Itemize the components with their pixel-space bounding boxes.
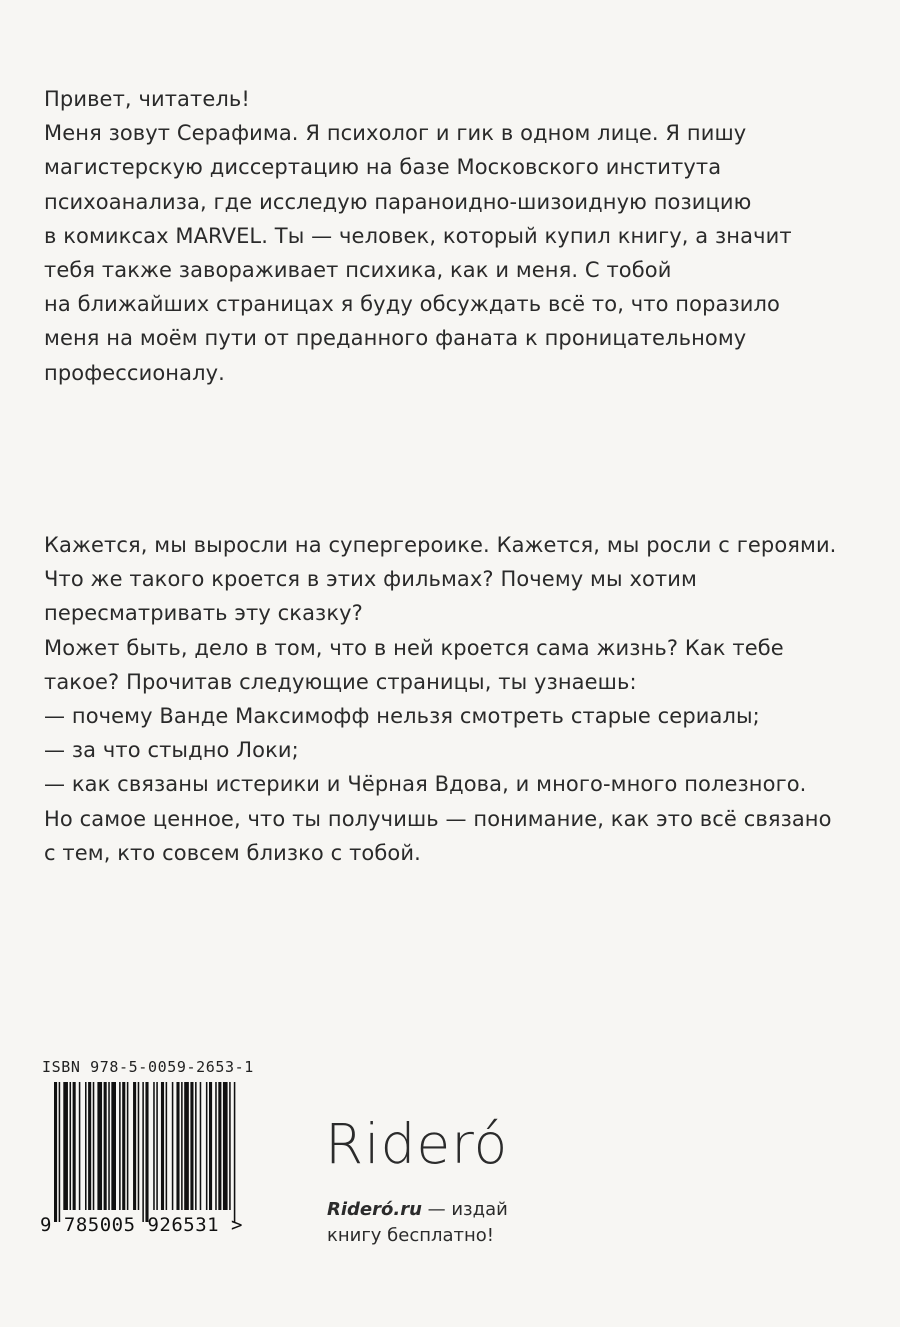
publisher-site: Rideró.ru xyxy=(327,1199,422,1220)
text-line: — как связаны истерики и Чёрная Вдова, и много-много полезного. xyxy=(44,772,807,797)
isbn-label: ISBN 978-5-0059-2653-1 xyxy=(42,1058,254,1076)
body-paragraph xyxy=(44,528,864,870)
text-line: в комиксах MARVEL. Ты — человек, который купил книгу, а значит xyxy=(44,223,792,248)
isbn-block xyxy=(40,1058,300,1236)
text-line: профессионалу. xyxy=(44,360,225,385)
text-line: — за что стыдно Локи; xyxy=(44,738,299,763)
text-line: такое? Прочитав следующие страницы, ты узнаешь: xyxy=(44,669,637,694)
text-line: Но самое ценное, что ты получишь — понимание, как это всё связано xyxy=(44,806,832,831)
text-line: на ближайших страницах я буду обсуждать всё то, что поразило xyxy=(44,292,780,317)
text-line: с тем, кто совсем близко с тобой. xyxy=(44,840,421,865)
text-line: — почему Ванде Максимофф нельзя смотреть старые сериалы; xyxy=(44,704,760,729)
text-line: Привет, читатель! xyxy=(44,87,250,111)
text-line: пересматривать эту сказку? xyxy=(44,601,363,626)
text-line: Может быть, дело в том, что в ней кроется сама жизнь? Как тебе xyxy=(44,635,784,660)
text-line: психоанализа, где исследую параноидно-шизоидную позицию xyxy=(44,189,752,214)
text-line: тебя также завораживает психика, как и меня. С тобой xyxy=(44,258,672,283)
intro-paragraph xyxy=(44,82,864,390)
publisher-tagline xyxy=(327,1197,508,1249)
barcode-icon xyxy=(40,1082,298,1222)
text-line: Что же такого кроется в этих фильмах? Почему мы хотим xyxy=(44,567,697,592)
text-line: Меня зовут Серафима. Я психолог и гик в одном лице. Я пишу xyxy=(44,121,747,146)
tagline-text: — издай xyxy=(421,1199,508,1220)
text-line: Кажется, мы выросли на супергероике. Кажется, мы росли с героями. xyxy=(44,533,837,557)
publisher-logo: Rideró xyxy=(325,1112,509,1176)
barcode-digits: 9 785005 926531 > xyxy=(40,1214,243,1236)
text-line: меня на моём пути от преданного фаната к проницательному xyxy=(44,326,747,351)
tagline-line2: книгу бесплатно! xyxy=(327,1225,495,1246)
text-line: магистерскую диссертацию на базе Московского института xyxy=(44,155,722,180)
